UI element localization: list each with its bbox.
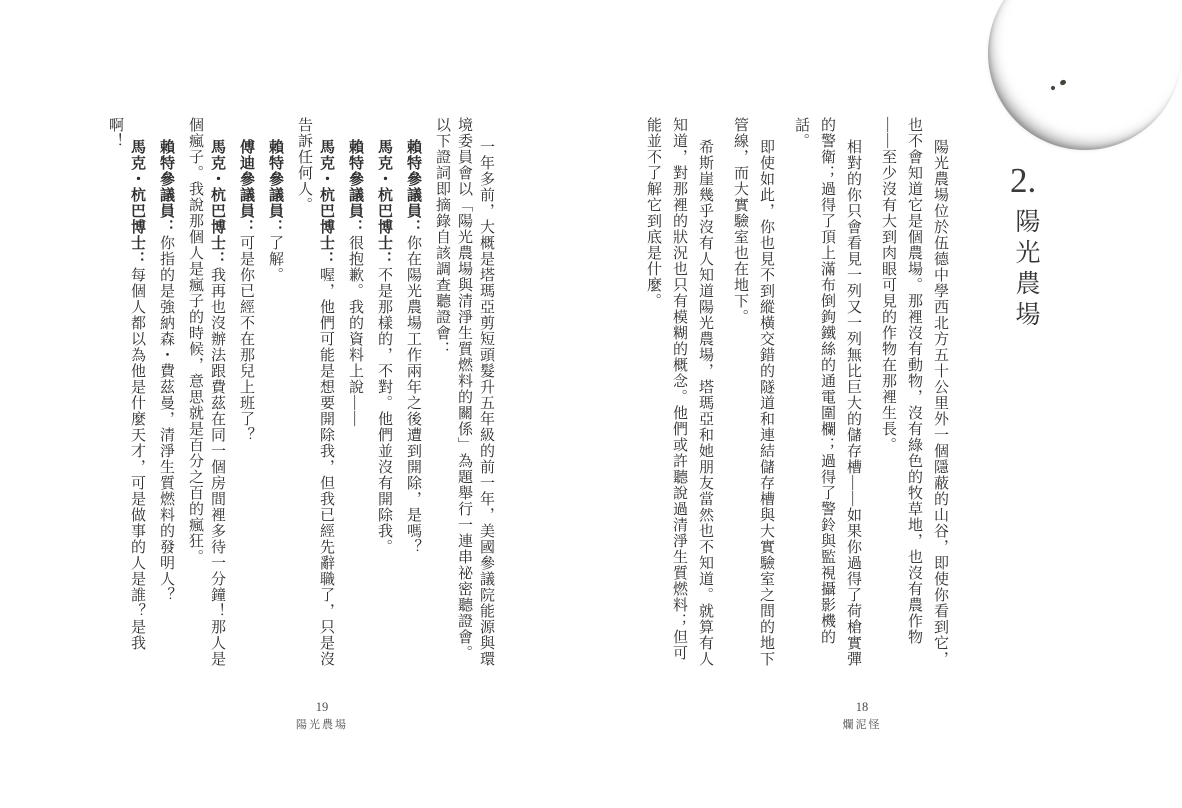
speaker-name: 馬克・杭巴博士： [376, 139, 392, 267]
speaker-name: 馬克・杭巴博士： [129, 139, 145, 267]
paragraph: 陽光農場位於伍德中學西北方五十公里外一個隱蔽的山谷，即使你看到它，也不會知道它是個農場。那裡沒有動物，沒有綠色的牧草地，也沒有農作物——至少沒有大到肉眼可見的作物在那裡生長。 [880, 117, 948, 667]
speaker-name: 賴特參議員： [347, 139, 363, 235]
speaker-name: 傅迪參議員： [238, 139, 254, 235]
speaker-name: 賴特參議員： [267, 139, 283, 235]
paragraph: 即使如此，你也見不到縱橫交錯的隧道和連結儲存槽與大實驗室之間的地下管線，而大實驗室也在地下。 [732, 117, 774, 667]
running-title: 陽光農場 [296, 719, 348, 732]
dialogue-line: 賴特參議員：你在陽光農場工作兩年之後遭到開除，是嗎？ [405, 139, 421, 555]
dialogue-line: 賴特參議員：你指的是強納森・費茲曼，清淨生質燃料的發明人？ [158, 139, 174, 603]
running-title: 爛泥怪 [842, 719, 882, 732]
chapter-title: 陽光農場 [1012, 208, 1039, 332]
dialogue-line: 傅迪參議員：可是你已經不在那兒上班了？ [238, 139, 254, 443]
dialogue-line: 馬克・杭巴博士：我再也沒辦法跟費茲在同一個房間裡多待一分鐘！那人是個瘋子。我說那個人是瘋子的時候，意思就是百分之百的瘋狂。 [187, 117, 225, 667]
right-page-footer [792, 700, 932, 732]
page-number: 18 [855, 700, 869, 714]
left-page-footer [252, 700, 392, 732]
speaker-name: 馬克・杭巴博士： [318, 139, 334, 267]
dialogue-line: 馬克・杭巴博士：不是那樣的，不對。他們並沒有開除我。 [376, 139, 392, 555]
dialogue-line: 賴特參議員：很抱歉。我的資料上說—— [347, 139, 363, 427]
microbe-illustration [988, 0, 1182, 150]
speaker-name: 賴特參議員： [405, 139, 421, 235]
page-number: 19 [315, 700, 329, 714]
chapter-number: 2. [1010, 161, 1037, 200]
dialogue-line: 賴特參議員：了解。 [267, 139, 283, 283]
dialogue-line: 馬克・杭巴博士：每個人都以為他是什麼天才，可是做事的人是誰？是我啊！ [107, 117, 145, 651]
dialogue-line: 馬克・杭巴博士：喔，他們可能是想要開除我，但我已經先辭職了，只是沒告訴任何人。 [296, 117, 334, 667]
left-page-body [104, 117, 497, 667]
right-page-body [640, 117, 953, 667]
speaker-name: 馬克・杭巴博士： [209, 139, 225, 267]
speaker-name: 賴特參議員： [158, 139, 174, 235]
paragraph: 希斯崖幾乎沒有人知道陽光農場，塔瑪亞和她朋友當然也不知道。就算有人知道，對那裡的狀況也只有模糊的概念。他們或許聽說過清淨生質燃料；但可能並不了解它到底是什麼。 [645, 117, 713, 667]
paragraph: 相對的你只會看見一列又一列無比巨大的儲存槽——如果你過得了荷槍實彈的警衛；過得了頂上滿布倒鉤鐵絲的通電圍欄；過得了警鈴與監視攝影機的話。 [793, 117, 861, 667]
paragraph: 一年多前，大概是塔瑪亞剪短頭髮升五年級的前一年，美國參議院能源與環境委員會以「陽光農場與清淨生質燃料的關係」為題舉行一連串祕密聽證會。以下證詞即摘錄自該調查聽證會： [434, 117, 494, 667]
